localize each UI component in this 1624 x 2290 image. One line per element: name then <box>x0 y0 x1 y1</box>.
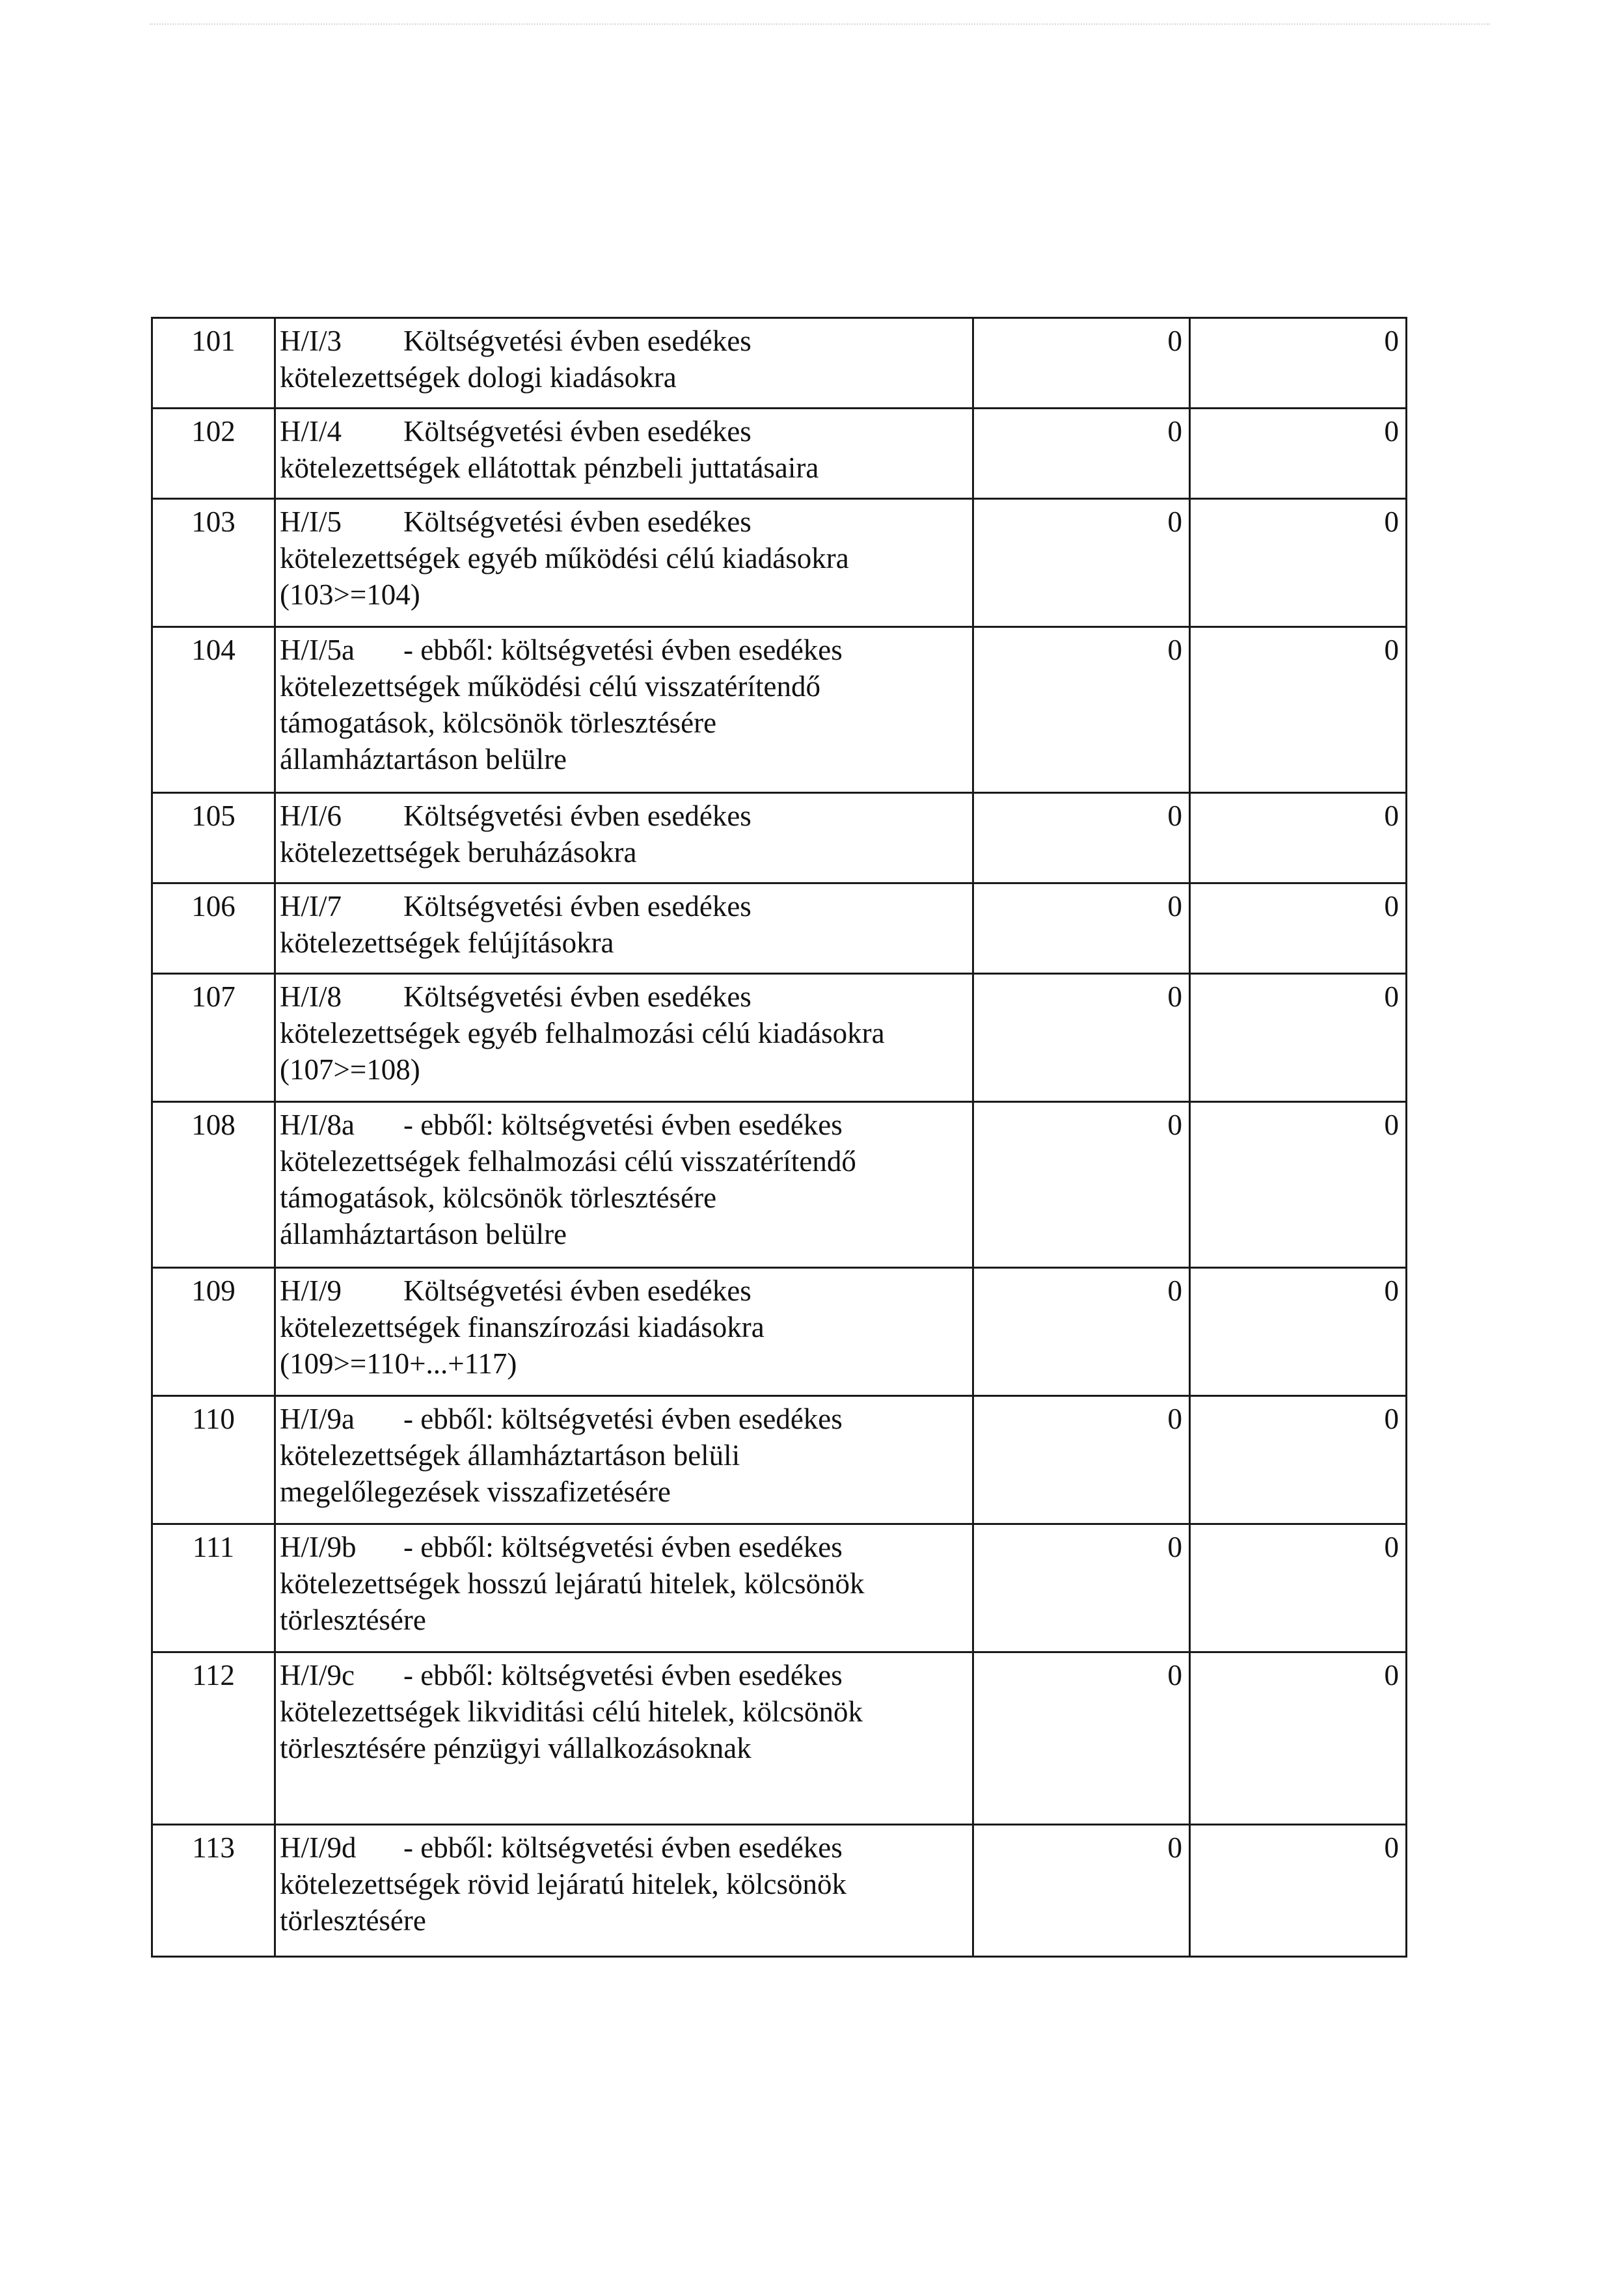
table-row <box>152 1652 1407 1825</box>
value-column-1: 0 <box>973 318 1190 409</box>
value-column-2: 0 <box>1190 1396 1407 1524</box>
description-first-line: Költségvetési évben esedékes <box>403 1274 751 1307</box>
value-column-1: 0 <box>973 974 1190 1102</box>
row-number: 102 <box>152 409 275 499</box>
row-code: H/I/6 <box>280 800 342 832</box>
row-number: 104 <box>152 627 275 793</box>
row-code: H/I/9b <box>280 1531 357 1563</box>
row-number: 105 <box>152 793 275 883</box>
description-line: kötelezettségek egyéb felhalmozási célú kiadásokra <box>280 1017 885 1049</box>
description-line: (107>=108) <box>280 1053 420 1086</box>
description-line: kötelezettségek rövid lejáratú hitelek, kölcsönök <box>280 1868 846 1900</box>
row-number: 110 <box>152 1396 275 1524</box>
description-first-line: - ebből: költségvetési évben esedékes <box>403 1403 843 1435</box>
description-first-line: - ebből: költségvetési évben esedékes <box>403 1109 843 1141</box>
row-number: 107 <box>152 974 275 1102</box>
description-first-line: - ebből: költségvetési évben esedékes <box>403 1531 843 1563</box>
value-column-1: 0 <box>973 1102 1190 1268</box>
description-line: kötelezettségek likviditási célú hitelek, kölcsönök <box>280 1695 863 1728</box>
table-container <box>151 317 1399 1958</box>
row-code: H/I/4 <box>280 415 342 448</box>
row-number: 112 <box>152 1652 275 1825</box>
value-column-2: 0 <box>1190 318 1407 409</box>
row-description <box>275 499 973 627</box>
description-line: államháztartáson belülre <box>280 1218 567 1250</box>
description-first-line: Költségvetési évben esedékes <box>403 890 751 923</box>
row-description <box>275 883 973 974</box>
row-number: 111 <box>152 1524 275 1652</box>
description-line: támogatások, kölcsönök törlesztésére <box>280 1181 717 1214</box>
value-column-2: 0 <box>1190 1524 1407 1652</box>
row-description <box>275 318 973 409</box>
row-description <box>275 409 973 499</box>
value-column-2: 0 <box>1190 1102 1407 1268</box>
row-description <box>275 1268 973 1396</box>
description-first-line: - ebből: költségvetési évben esedékes <box>403 634 843 666</box>
row-description <box>275 1396 973 1524</box>
row-description <box>275 1825 973 1957</box>
value-column-2: 0 <box>1190 883 1407 974</box>
value-column-2: 0 <box>1190 1268 1407 1396</box>
row-description <box>275 1652 973 1825</box>
table-row <box>152 793 1407 883</box>
table-row <box>152 1396 1407 1524</box>
row-number: 103 <box>152 499 275 627</box>
description-line: kötelezettségek beruházásokra <box>280 836 637 869</box>
description-first-line: Költségvetési évben esedékes <box>403 415 751 448</box>
row-code: H/I/7 <box>280 890 342 923</box>
description-line: törlesztésére pénzügyi vállalkozásoknak <box>280 1732 751 1764</box>
value-column-1: 0 <box>973 409 1190 499</box>
description-first-line: - ebből: költségvetési évben esedékes <box>403 1659 843 1691</box>
value-column-1: 0 <box>973 1825 1190 1957</box>
description-line: kötelezettségek hosszú lejáratú hitelek, kölcsönök <box>280 1567 865 1600</box>
description-line: (103>=104) <box>280 578 420 611</box>
value-column-1: 0 <box>973 1268 1190 1396</box>
value-column-2: 0 <box>1190 409 1407 499</box>
row-number: 106 <box>152 883 275 974</box>
row-description <box>275 627 973 793</box>
description-first-line: Költségvetési évben esedékes <box>403 325 751 357</box>
table-row <box>152 409 1407 499</box>
table-row <box>152 627 1407 793</box>
description-line: kötelezettségek ellátottak pénzbeli juttatásaira <box>280 451 819 484</box>
description-line: törlesztésére <box>280 1604 426 1636</box>
value-column-1: 0 <box>973 499 1190 627</box>
row-number: 109 <box>152 1268 275 1396</box>
row-code: H/I/8a <box>280 1109 355 1141</box>
description-first-line: - ebből: költségvetési évben esedékes <box>403 1831 843 1864</box>
row-code: H/I/8 <box>280 980 342 1013</box>
row-code: H/I/5 <box>280 505 342 538</box>
row-code: H/I/9a <box>280 1403 355 1435</box>
table-row <box>152 883 1407 974</box>
value-column-2: 0 <box>1190 499 1407 627</box>
value-column-1: 0 <box>973 1396 1190 1524</box>
row-code: H/I/9 <box>280 1274 342 1307</box>
value-column-1: 0 <box>973 793 1190 883</box>
description-first-line: Költségvetési évben esedékes <box>403 980 751 1013</box>
table-row <box>152 1825 1407 1957</box>
description-line: (109>=110+...+117) <box>280 1347 517 1380</box>
row-description <box>275 974 973 1102</box>
description-line: törlesztésére <box>280 1904 426 1937</box>
table-row <box>152 499 1407 627</box>
row-number: 101 <box>152 318 275 409</box>
row-code: H/I/9c <box>280 1659 355 1691</box>
liabilities-table <box>151 317 1407 1958</box>
row-description <box>275 1524 973 1652</box>
description-line: kötelezettségek működési célú visszatérítendő <box>280 670 820 703</box>
row-code: H/I/3 <box>280 325 342 357</box>
value-column-1: 0 <box>973 883 1190 974</box>
description-first-line: Költségvetési évben esedékes <box>403 505 751 538</box>
description-line: kötelezettségek államháztartáson belüli <box>280 1439 740 1472</box>
description-line: államháztartáson belülre <box>280 743 567 775</box>
value-column-2: 0 <box>1190 627 1407 793</box>
row-number: 113 <box>152 1825 275 1957</box>
description-line: megelőlegezések visszafizetésére <box>280 1475 671 1508</box>
description-first-line: Költségvetési évben esedékes <box>403 800 751 832</box>
value-column-2: 0 <box>1190 974 1407 1102</box>
row-description <box>275 793 973 883</box>
row-code: H/I/5a <box>280 634 355 666</box>
description-line: kötelezettségek egyéb működési célú kiadásokra <box>280 542 849 574</box>
value-column-2: 0 <box>1190 1652 1407 1825</box>
table-row <box>152 974 1407 1102</box>
table-row <box>152 1524 1407 1652</box>
description-line: kötelezettségek felhalmozási célú visszatérítendő <box>280 1145 856 1178</box>
description-line: kötelezettségek felújításokra <box>280 926 614 959</box>
value-column-1: 0 <box>973 1652 1190 1825</box>
table-row <box>152 1102 1407 1268</box>
value-column-1: 0 <box>973 1524 1190 1652</box>
row-number: 108 <box>152 1102 275 1268</box>
description-line: támogatások, kölcsönök törlesztésére <box>280 707 717 739</box>
value-column-2: 0 <box>1190 793 1407 883</box>
description-line: kötelezettségek dologi kiadásokra <box>280 361 677 394</box>
description-line: kötelezettségek finanszírozási kiadásokra <box>280 1311 765 1343</box>
row-description <box>275 1102 973 1268</box>
row-code: H/I/9d <box>280 1831 357 1864</box>
value-column-2: 0 <box>1190 1825 1407 1957</box>
value-column-1: 0 <box>973 627 1190 793</box>
scan-edge-line <box>150 23 1490 25</box>
table-row <box>152 1268 1407 1396</box>
table-row <box>152 318 1407 409</box>
